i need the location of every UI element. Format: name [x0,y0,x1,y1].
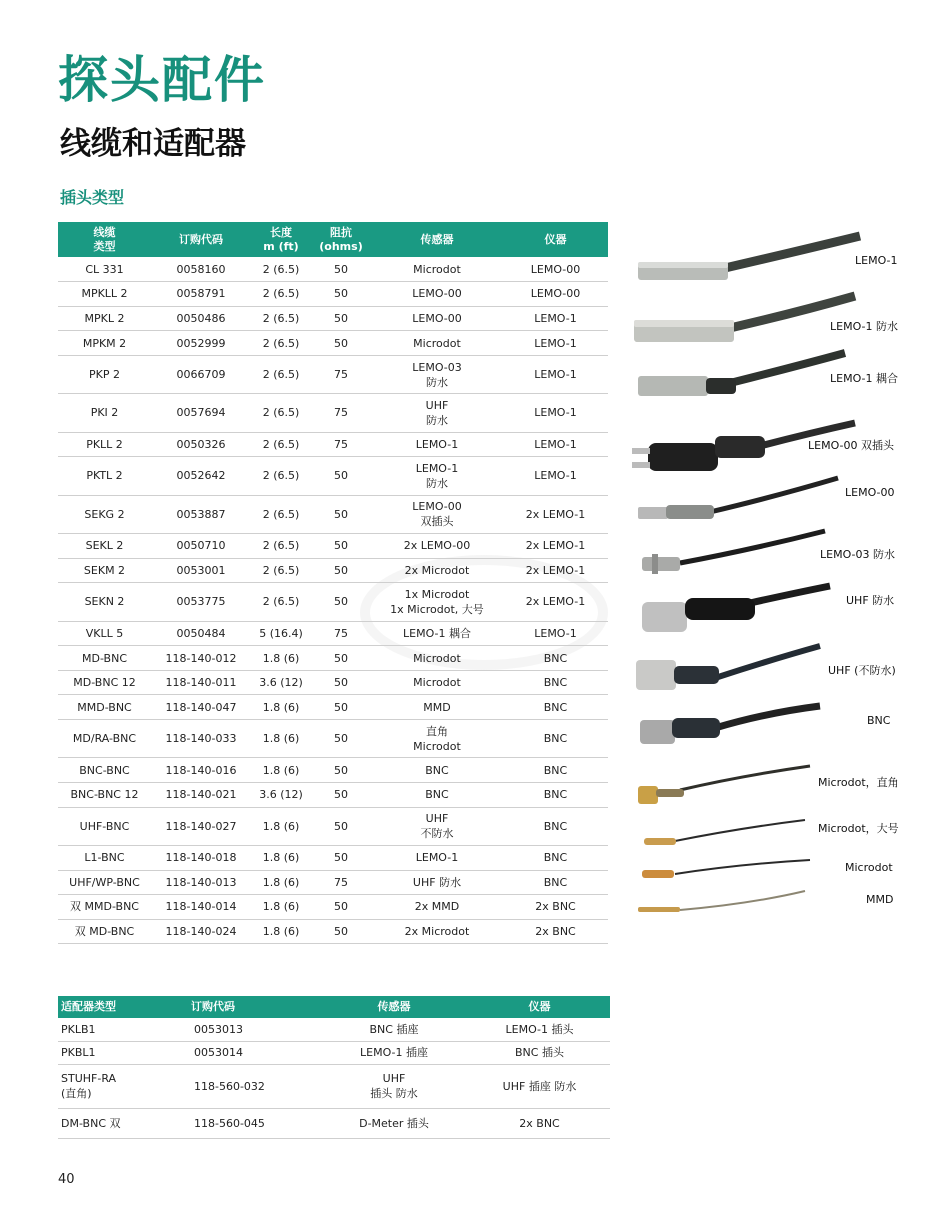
cell-cable-model: MPKM 2 [58,331,151,356]
table-row [58,695,608,720]
cell-adapter-sensor: BNC 插座 [319,1018,469,1041]
cable-table-header-row [58,222,608,257]
cell-sensor: 2x Microdot [371,558,503,583]
cell-length: 2 (6.5) [251,394,311,432]
cell-cable-model: PKLL 2 [58,432,151,457]
cell-length: 1.8 (6) [251,919,311,944]
cell-cable-model: VKLL 5 [58,621,151,646]
cell-sensor: 直角 Microdot [371,719,503,757]
cell-instrument: LEMO-1 [503,621,608,646]
connector-illustrations [630,228,930,928]
cell-impedance: 50 [311,845,371,870]
cell-sensor: 2x MMD [371,895,503,920]
cell-cable-model: MD-BNC [58,646,151,671]
cell-cable-model: SEKL 2 [58,534,151,559]
cell-order-code: 0058160 [151,257,251,282]
adapter-header-sensor: 传感器 [319,996,469,1018]
cell-cable-model: PKTL 2 [58,457,151,495]
cell-instrument: 2x LEMO-1 [503,558,608,583]
cell-length: 2 (6.5) [251,355,311,393]
cell-impedance: 50 [311,257,371,282]
cell-adapter-order-code: 0053013 [191,1018,319,1041]
table-row [58,558,608,583]
adapter-table-body [58,1018,610,1138]
cell-sensor: Microdot [371,670,503,695]
adapter-header-order-code: 订购代码 [191,996,319,1018]
cell-sensor: MMD [371,695,503,720]
cell-cable-model: MPKL 2 [58,306,151,331]
cell-impedance: 50 [311,807,371,845]
col-header-impedance: 阻抗 (ohms) [311,222,371,257]
table-row [58,646,608,671]
cell-impedance: 50 [311,495,371,533]
cell-order-code: 118-140-012 [151,646,251,671]
cell-cable-model: SEKM 2 [58,558,151,583]
page-number: 40 [58,1172,75,1187]
adapter-row [58,1041,610,1064]
mmd-cable-image [638,891,805,912]
table-row [58,355,608,393]
cell-adapter-instrument: BNC 插头 [469,1041,610,1064]
microdot-right-angle-cable-image [638,766,810,804]
table-row [58,758,608,783]
col-header-length: 长度 m (ft) [251,222,311,257]
cell-order-code: 0050326 [151,432,251,457]
cell-sensor: BNC [371,782,503,807]
cell-impedance: 50 [311,646,371,671]
connector-label-lemo-00: LEMO-00 [845,486,895,499]
connector-label-microdot-large: Microdot，大号 [818,822,899,835]
cell-cable-model: UHF-BNC [58,807,151,845]
cell-length: 2 (6.5) [251,306,311,331]
cell-impedance: 75 [311,394,371,432]
cell-cable-model: UHF/WP-BNC [58,870,151,895]
cell-order-code: 0053001 [151,558,251,583]
cell-sensor: LEMO-00 [371,282,503,307]
cell-sensor: Microdot [371,646,503,671]
cell-sensor: LEMO-1 [371,432,503,457]
cell-order-code: 0052642 [151,457,251,495]
cell-sensor: Microdot [371,331,503,356]
cell-order-code: 118-140-021 [151,782,251,807]
cell-impedance: 50 [311,306,371,331]
adapter-table-header-row [58,996,610,1018]
connector-label-lemo-1-coupled: LEMO-1 耦合 [830,372,898,385]
cell-adapter-order-code: 0053014 [191,1041,319,1064]
adapter-header-instrument: 仪器 [469,996,610,1018]
cell-order-code: 0053775 [151,583,251,621]
cell-cable-model: PKI 2 [58,394,151,432]
cell-adapter-type: PKBL1 [58,1041,191,1064]
cell-length: 2 (6.5) [251,257,311,282]
cell-adapter-instrument: LEMO-1 插头 [469,1018,610,1041]
cell-length: 1.8 (6) [251,695,311,720]
cell-length: 3.6 (12) [251,782,311,807]
uhf-waterproof-cable-image [642,586,830,632]
cell-adapter-type: PKLB1 [58,1018,191,1041]
cell-order-code: 0053887 [151,495,251,533]
table-row [58,394,608,432]
adapter-row [58,1064,610,1108]
table-row [58,583,608,621]
cell-sensor: UHF 防水 [371,394,503,432]
table-row [58,457,608,495]
cell-impedance: 50 [311,758,371,783]
cell-cable-model: MMD-BNC [58,695,151,720]
connector-label-uhf-waterproof: UHF 防水 [846,594,895,607]
table-row [58,919,608,944]
cell-order-code: 118-140-027 [151,807,251,845]
cell-impedance: 50 [311,331,371,356]
table-row [58,306,608,331]
cell-cable-model: MPKLL 2 [58,282,151,307]
cell-cable-model: CL 331 [58,257,151,282]
table-row [58,534,608,559]
cell-sensor: UHF 防水 [371,870,503,895]
cell-order-code: 0050484 [151,621,251,646]
cell-length: 3.6 (12) [251,670,311,695]
cell-length: 5 (16.4) [251,621,311,646]
cell-adapter-type: DM-BNC 双 [58,1108,191,1138]
cell-instrument: BNC [503,758,608,783]
adapter-header-type: 适配器类型 [58,996,191,1018]
adapter-table [58,996,610,1139]
connector-label-bnc: BNC [867,714,891,727]
cell-impedance: 50 [311,895,371,920]
cell-instrument: BNC [503,870,608,895]
cell-cable-model: 双 MD-BNC [58,919,151,944]
cell-sensor: 2x Microdot [371,919,503,944]
cell-adapter-instrument: UHF 插座 防水 [469,1064,610,1108]
cell-order-code: 118-140-014 [151,895,251,920]
lemo-1-coupled-cable-image [638,353,845,396]
cell-instrument: BNC [503,845,608,870]
cell-length: 1.8 (6) [251,895,311,920]
adapter-row [58,1018,610,1041]
cell-impedance: 50 [311,534,371,559]
cell-adapter-type: STUHF-RA (直角) [58,1064,191,1108]
cell-instrument: LEMO-00 [503,257,608,282]
table-row [58,870,608,895]
cell-sensor: Microdot [371,257,503,282]
microdot-large-cable-image [644,820,805,845]
cell-instrument: 2x BNC [503,895,608,920]
cell-instrument: LEMO-1 [503,355,608,393]
connector-label-microdot: Microdot [845,861,893,874]
cell-order-code: 0058791 [151,282,251,307]
cell-impedance: 50 [311,695,371,720]
cell-order-code: 118-140-011 [151,670,251,695]
cell-impedance: 75 [311,870,371,895]
cell-order-code: 0057694 [151,394,251,432]
cell-impedance: 50 [311,583,371,621]
connector-label-lemo-03: LEMO-03 防水 [820,548,895,561]
cell-length: 2 (6.5) [251,432,311,457]
cell-order-code: 118-140-047 [151,695,251,720]
cell-instrument: BNC [503,646,608,671]
cell-order-code: 0066709 [151,355,251,393]
connector-label-lemo-1: LEMO-1 [855,254,898,267]
col-header-model: 线缆 类型 [58,222,151,257]
cell-order-code: 118-140-013 [151,870,251,895]
cell-adapter-instrument: 2x BNC [469,1108,610,1138]
table-row [58,845,608,870]
cell-impedance: 50 [311,558,371,583]
cell-instrument: 2x BNC [503,919,608,944]
cell-cable-model: MD/RA-BNC [58,719,151,757]
cell-sensor: LEMO-00 [371,306,503,331]
cell-length: 1.8 (6) [251,845,311,870]
cell-length: 1.8 (6) [251,870,311,895]
cell-length: 1.8 (6) [251,646,311,671]
cell-adapter-sensor: D-Meter 插头 [319,1108,469,1138]
cell-cable-model: L1-BNC [58,845,151,870]
cell-impedance: 75 [311,621,371,646]
cell-instrument: 2x LEMO-1 [503,534,608,559]
cell-instrument: LEMO-1 [503,457,608,495]
cell-impedance: 75 [311,355,371,393]
cell-adapter-sensor: LEMO-1 插座 [319,1041,469,1064]
cell-impedance: 50 [311,782,371,807]
cell-adapter-order-code: 118-560-045 [191,1108,319,1138]
cell-instrument: LEMO-1 [503,306,608,331]
cell-order-code: 118-140-033 [151,719,251,757]
cell-adapter-sensor: UHF 插头 防水 [319,1064,469,1108]
cell-order-code: 118-140-018 [151,845,251,870]
cell-length: 1.8 (6) [251,719,311,757]
cell-sensor: UHF 不防水 [371,807,503,845]
table-row [58,282,608,307]
cell-instrument: LEMO-1 [503,331,608,356]
cell-impedance: 50 [311,919,371,944]
cell-order-code: 0052999 [151,331,251,356]
cell-cable-model: PKP 2 [58,355,151,393]
lemo-03-cable-image [642,531,825,574]
cell-cable-model: SEKN 2 [58,583,151,621]
cable-table-body [58,257,608,944]
cell-length: 2 (6.5) [251,457,311,495]
microdot-cable-image [642,860,810,878]
cell-impedance: 75 [311,432,371,457]
page-title: 探头配件 [58,51,266,109]
cell-instrument: LEMO-00 [503,282,608,307]
cell-impedance: 50 [311,282,371,307]
connector-label-mmd: MMD [866,893,894,906]
table-row [58,621,608,646]
cable-table [58,222,608,944]
cell-length: 1.8 (6) [251,807,311,845]
cell-length: 2 (6.5) [251,495,311,533]
cell-cable-model: BNC-BNC [58,758,151,783]
connector-label-uhf-non-waterproof: UHF (不防水) [828,664,896,677]
cell-instrument: BNC [503,719,608,757]
table-row [58,432,608,457]
cell-impedance: 50 [311,457,371,495]
col-header-instrument: 仪器 [503,222,608,257]
cell-sensor: LEMO-00 双插头 [371,495,503,533]
cell-sensor: 1x Microdot 1x Microdot, 大号 [371,583,503,621]
col-header-sensor: 传感器 [371,222,503,257]
cell-cable-model: 双 MMD-BNC [58,895,151,920]
cell-order-code: 118-140-024 [151,919,251,944]
cell-cable-model: MD-BNC 12 [58,670,151,695]
table-row [58,257,608,282]
cell-instrument: BNC [503,695,608,720]
cell-length: 1.8 (6) [251,758,311,783]
cell-instrument: 2x LEMO-1 [503,495,608,533]
cell-length: 2 (6.5) [251,583,311,621]
table-row [58,719,608,757]
cell-length: 2 (6.5) [251,282,311,307]
cell-order-code: 118-140-016 [151,758,251,783]
section-title: 插头类型 [60,188,125,207]
cell-cable-model: BNC-BNC 12 [58,782,151,807]
table-row [58,331,608,356]
lemo-1-cable-image [638,236,860,280]
adapter-row [58,1108,610,1138]
cell-impedance: 50 [311,719,371,757]
cell-sensor: BNC [371,758,503,783]
cell-length: 2 (6.5) [251,331,311,356]
cell-instrument: BNC [503,782,608,807]
table-row [58,807,608,845]
uhf-non-waterproof-cable-image [636,646,820,690]
cell-sensor: LEMO-1 耦合 [371,621,503,646]
cell-instrument: LEMO-1 [503,394,608,432]
cell-adapter-order-code: 118-560-032 [191,1064,319,1108]
cell-sensor: LEMO-1 防水 [371,457,503,495]
cell-length: 2 (6.5) [251,534,311,559]
col-header-order-code: 订购代码 [151,222,251,257]
lemo-1-waterproof-cable-image [634,296,855,342]
cell-sensor: LEMO-03 防水 [371,355,503,393]
cell-instrument: BNC [503,670,608,695]
cell-length: 2 (6.5) [251,558,311,583]
connector-label-lemo-00-dual: LEMO-00 双插头 [808,439,894,452]
lemo-00-cable-image [638,478,838,519]
cell-cable-model: SEKG 2 [58,495,151,533]
cell-order-code: 0050710 [151,534,251,559]
cell-instrument: BNC [503,807,608,845]
cell-sensor: LEMO-1 [371,845,503,870]
connector-label-microdot-right-angle: Microdot，直角 [818,776,899,789]
cell-impedance: 50 [311,670,371,695]
cell-instrument: LEMO-1 [503,432,608,457]
cell-instrument: 2x LEMO-1 [503,583,608,621]
page-subtitle: 线缆和适配器 [60,126,246,162]
bnc-cable-image [640,706,820,744]
connector-label-lemo-1-waterproof: LEMO-1 防水 [830,320,898,333]
table-row [58,495,608,533]
cell-sensor: 2x LEMO-00 [371,534,503,559]
table-row [58,670,608,695]
table-row [58,895,608,920]
table-row [58,782,608,807]
cell-order-code: 0050486 [151,306,251,331]
